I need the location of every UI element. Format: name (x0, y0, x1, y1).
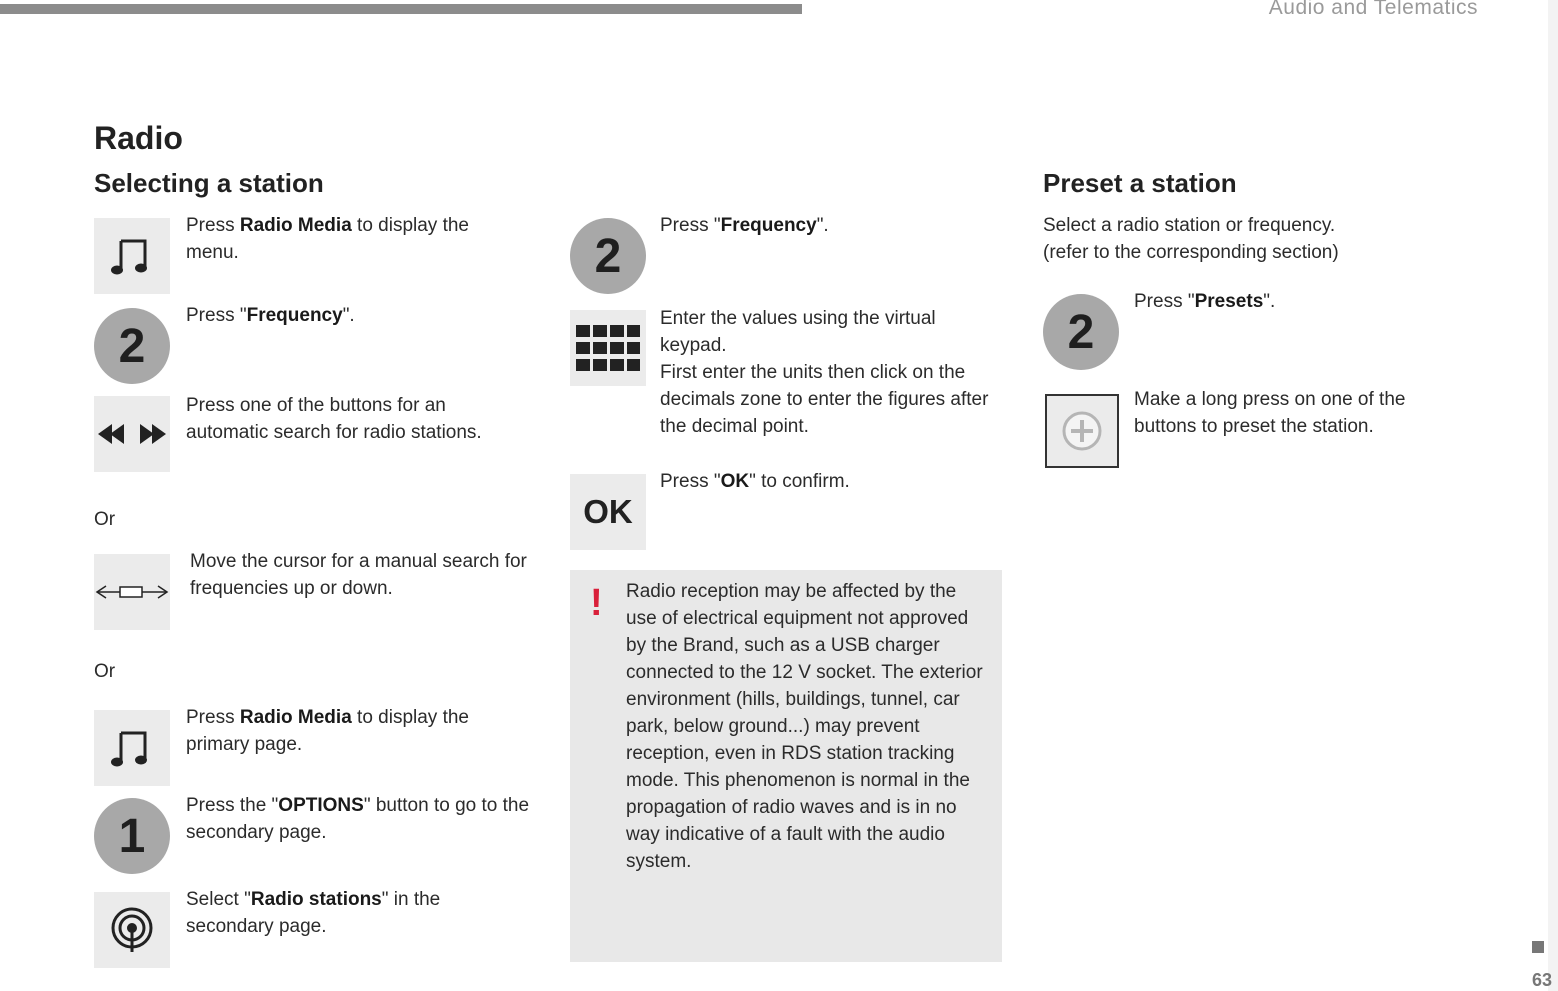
add-preset-icon (1045, 394, 1119, 468)
step-number-circle: 2 (570, 218, 646, 294)
step-number-circle: 1 (94, 798, 170, 874)
preset-intro: Select a radio station or frequency. (refer to the corresponding section) (1043, 215, 1339, 263)
step-auto-search: Press one of the buttons for an automatic search for radio stations. (186, 395, 482, 443)
page-number: 63 (1531, 970, 1552, 990)
step-presets: Press "Presets". (1134, 291, 1276, 312)
step-frequency: Press "Frequency". (186, 305, 355, 326)
page-title: Radio (94, 120, 183, 156)
warning-icon: ! (590, 582, 603, 624)
header-bar (0, 4, 802, 14)
step-number-circle: 2 (1043, 294, 1119, 370)
page-marker (1532, 941, 1544, 953)
page-edge (1548, 0, 1558, 991)
slider-icon (94, 554, 170, 630)
music-note-icon (94, 710, 170, 786)
step-keypad: Enter the values using the virtual keypad. First enter the units then click on the decimals zone to enter the figures after the decimal point. (660, 308, 989, 437)
step-long-press: Make a long press on one of the buttons to preset the station. (1134, 389, 1406, 437)
seek-arrows-icon (94, 396, 170, 472)
ok-icon: OK (570, 474, 646, 550)
step-manual-search: Move the cursor for a manual search for frequencies up or down. (190, 551, 527, 599)
warning-note (570, 570, 1002, 962)
step-radio-media-primary: Press Radio Media to display the primary page. (186, 707, 470, 755)
section-title-preset: Preset a station (1043, 168, 1237, 198)
step-number-circle: 2 (94, 308, 170, 384)
or-separator-1: Or (94, 509, 116, 530)
warning-text: Radio reception may be affected by the use of electrical equipment not approved by the Brand, such as a USB charger connected to the 12 V socket. The exterior environment (hills, buildings, tunnel, car park, below ground...) may prevent reception, even in RDS station tracking mode. This phenomenon is normal in the propagation of radio waves and is in no way indicative of a fault with the audio system. (626, 581, 983, 872)
step-ok-confirm: Press "OK" to confirm. (660, 471, 850, 492)
step-radio-stations: Select "Radio stations" in the secondary page. (186, 889, 441, 937)
music-note-icon (94, 218, 170, 294)
step-radio-media-menu: Press Radio Media to display the menu. (186, 215, 470, 263)
header-title: Audio and Telematics (1268, 0, 1478, 19)
keypad-icon (570, 310, 646, 386)
step-frequency-2: Press "Frequency". (660, 215, 829, 236)
section-title-selecting: Selecting a station (94, 168, 324, 198)
radio-stations-icon (94, 892, 170, 968)
step-options: Press the "OPTIONS" button to go to the secondary page. (186, 795, 530, 843)
or-separator-2: Or (94, 661, 116, 682)
